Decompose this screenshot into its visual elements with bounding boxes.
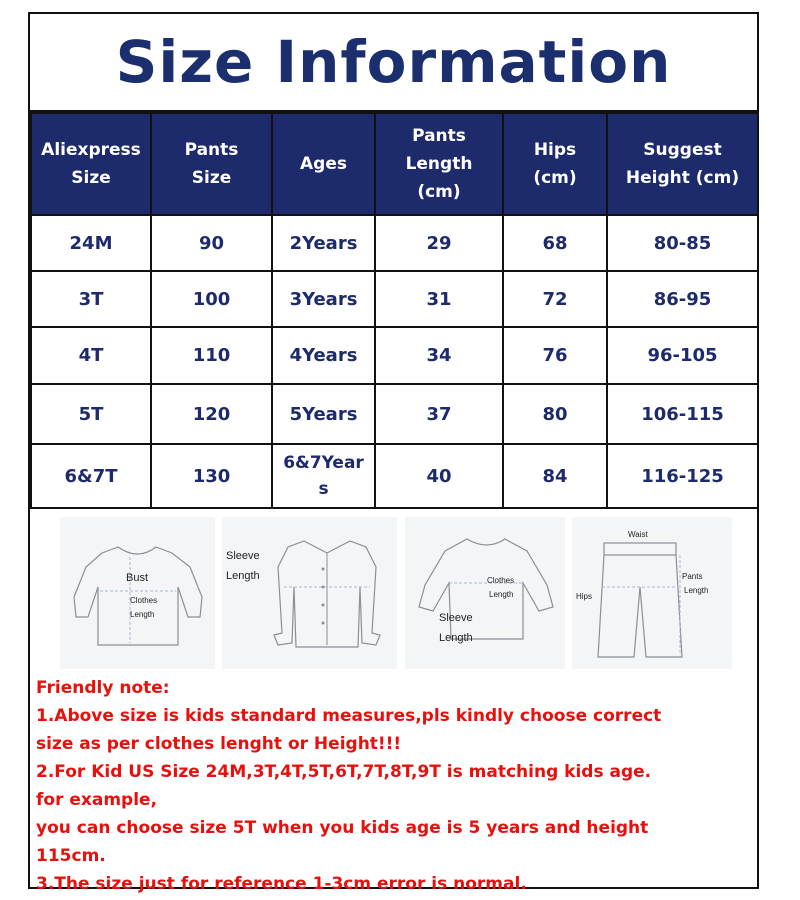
note-line: you can choose size 5T when you kids age is 5 years and height	[36, 818, 649, 838]
hips-label: Hips	[576, 592, 593, 601]
table-cell: 90	[151, 215, 272, 271]
table-cell: 100	[151, 271, 272, 327]
table-cell: 80	[503, 384, 607, 444]
length-label: Length	[130, 610, 155, 619]
table-cell: 110	[151, 327, 272, 384]
friendly-notes	[36, 674, 751, 898]
page-title: Size Information	[115, 28, 672, 96]
shirt-bust-diagram	[60, 517, 215, 669]
measurement-diagrams	[30, 509, 757, 674]
title-banner	[30, 14, 757, 112]
table-cell: 34	[375, 327, 503, 384]
table-cell: 6&7T	[31, 444, 151, 508]
raglan-shirt-diagram	[405, 517, 565, 669]
note-line: 2.For Kid US Size 24M,3T,4T,5T,6T,7T,8T,9T is matching kids age.	[36, 762, 652, 782]
size-table	[30, 112, 759, 509]
note-line: 1.Above size is kids standard measures,pls kindly choose correct	[36, 706, 662, 726]
pants-label: Pants	[682, 572, 703, 581]
note-line: 3.The size just for reference 1-3cm error is normal.	[36, 874, 527, 894]
table-cell: 68	[503, 215, 607, 271]
note-line: size as per clothes lenght or Height!!!	[36, 734, 402, 754]
table-cell: 96-105	[607, 327, 758, 384]
table-cell: 80-85	[607, 215, 758, 271]
table-cell	[272, 444, 375, 508]
pants-icon	[572, 517, 732, 669]
sleeve-label: Sleeve	[439, 612, 473, 624]
notes-heading: Friendly note:	[36, 678, 170, 698]
header-pants-size: Pants Size	[151, 113, 272, 215]
table-cell: 3T	[31, 271, 151, 327]
table-cell: 86-95	[607, 271, 758, 327]
table-cell: 5Years	[272, 384, 375, 444]
header-suggest-height: Suggest Height (cm)	[607, 113, 758, 215]
table-header-row	[31, 113, 758, 215]
button-shirt-icon	[222, 517, 397, 669]
table-cell: 76	[503, 327, 607, 384]
note-line: for example,	[36, 790, 158, 810]
header-ages: Ages	[272, 113, 375, 215]
table-row	[31, 271, 758, 327]
shirt-outline-icon	[60, 517, 215, 669]
clothes-label: Clothes	[487, 576, 515, 585]
table-cell: 31	[375, 271, 503, 327]
table-cell: 4T	[31, 327, 151, 384]
table-cell: 72	[503, 271, 607, 327]
length-label: Length	[439, 632, 473, 644]
sleeve-label: Sleeve	[226, 550, 260, 562]
note-line: 115cm.	[36, 846, 106, 866]
table-row	[31, 444, 758, 508]
table-row	[31, 215, 758, 271]
size-chart-sheet	[28, 12, 759, 894]
table-cell: 84	[503, 444, 607, 508]
table-cell: 4Years	[272, 327, 375, 384]
header-hips: Hips (cm)	[503, 113, 607, 215]
clothes-label: Clothes	[130, 596, 158, 605]
table-row	[31, 384, 758, 444]
table-cell: 37	[375, 384, 503, 444]
pants-diagram	[572, 517, 732, 669]
table-cell: 120	[151, 384, 272, 444]
header-pants-length: Pants Length (cm)	[375, 113, 503, 215]
table-cell: 106-115	[607, 384, 758, 444]
header-aliexpress-size: Aliexpress Size	[31, 113, 151, 215]
shirt-sleeve-diagram	[222, 517, 397, 669]
table-cell: 29	[375, 215, 503, 271]
table-row	[31, 327, 758, 384]
table-cell: 40	[375, 444, 503, 508]
table-cell: 24M	[31, 215, 151, 271]
table-cell: 116-125	[607, 444, 758, 508]
raglan-shirt-icon	[405, 517, 565, 669]
table-cell: 130	[151, 444, 272, 508]
waist-label: Waist	[628, 530, 648, 539]
ages-cell-text: 6&7Years	[283, 453, 364, 499]
length-label: Length	[226, 570, 260, 582]
table-cell: 5T	[31, 384, 151, 444]
length-label: Length	[684, 586, 709, 595]
table-cell: 2Years	[272, 215, 375, 271]
bust-label: Bust	[126, 572, 149, 584]
length-label: Length	[489, 590, 514, 599]
table-cell: 3Years	[272, 271, 375, 327]
